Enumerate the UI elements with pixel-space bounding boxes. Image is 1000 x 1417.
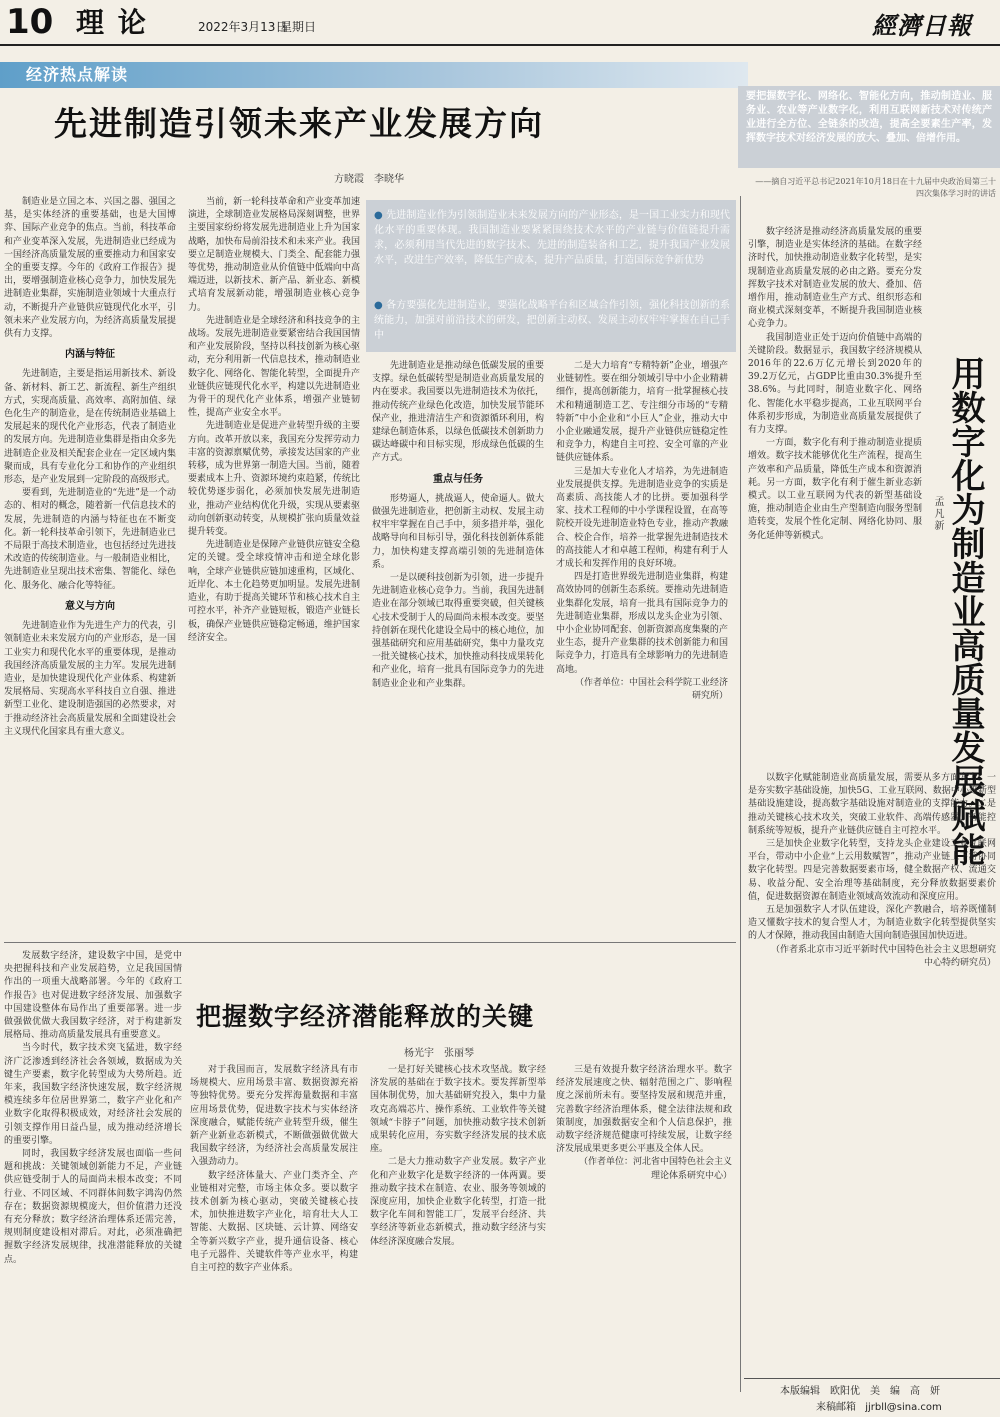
article3-column-bottom <box>748 772 996 1372</box>
paragraph: 同时，我国数字经济发展也面临一些问题和挑战：关键领域创新能力不足，产业链供应链受制于人的局面尚未根本改变；不同行业、不同区域、不同群体间数字鸿沟仍然存在；数据资源规模庞大，但价值潜力还没有充分释放；数字经济治理体系还需完善，规则制度建设相对滞后。对此，必须准确把握数字经济发展规律，找准潜能释放的关键点。 <box>4 1149 182 1265</box>
paragraph: 我国制造业正处于迈向价值链中高端的关键阶段。数据显示，我国数字经济规模从2016年的22.6万亿元增长到2020年的39.2万亿元，占GDP比重由30.3%提升至38.6%。与此同时，制造业数字化、网络化、智能化水平稳步提高，工业互联网平台体系初步形成，为制造业高质量发展提供了有力支撑。 <box>748 332 922 436</box>
issue-date: 2022年3月13日 <box>198 20 288 34</box>
footer-editors: 本版编辑 欧阳优 美 编 高 妍 <box>780 1386 940 1397</box>
article2-column-1 <box>4 950 182 1390</box>
section-heading: 意义与方向 <box>65 600 115 612</box>
paragraph: 一是打好关键核心技术攻坚战。数字经济发展的基础在于数字技术。要发挥新型举国体制优势，加大基础研究投入，集中力量攻克高端芯片、操作系统、工业软件等关键领域“卡脖子”问题，加快推动数字技术创新成果转化应用，夯实数字经济发展的技术底座。 <box>370 1065 546 1155</box>
highlight-1-text: 先进制造业作为引领制造业未来发展方向的产业形态，是一国工业实力和现代化水平的重要体现。我国制造业要紧紧围绕技术水平的产业链与价值链提升需求，必须利用当代先进的数字技术、先进的制造装备和工艺，提升我国产业发展水平，改进生产效率，降低生产成本，提升产品质量，打造国际竞争新优势 <box>374 210 730 266</box>
section-heading: 内涵与特征 <box>65 349 115 361</box>
paragraph: 先进制造业是全球经济和科技竞争的主战场。发展先进制造业要紧密结合我国国情和产业发展阶段，坚持以科技创新为核心驱动，充分利用新一代信息技术，推动制造业数字化、网络化、智能化转型，全面提升产业链供应链现代化水平，构建以先进制造业为骨干的现代化产业体系，增强产业链韧性，提高产业安全水平。 <box>188 315 360 419</box>
paragraph: 当前，新一轮科技革命和产业变革加速演进，全球制造业发展格局深刻调整，世界主要国家纷纷将发展先进制造业上升为国家战略，加快布局前沿技术和未来产业。我国要立足制造业规模大、门类全、配套能力强等优势，推动制造业从价值链中低端向中高端迈进，以新技术、新产品、新业态、新模式培育发展新动能，增强制造业核心竞争力。 <box>188 197 360 313</box>
article1-column-3 <box>372 360 544 934</box>
article1-column-1 <box>4 196 176 934</box>
paragraph: 数字经济是推动经济高质量发展的重要引擎，制造业是实体经济的基础。在数字经济时代，加快推动制造业数字化转型，是实现制造业高质量发展的必由之路。要充分发挥数字技术对制造业发展的放大、叠加、倍增作用，推动制造业生产方式、组织形态和商业模式深刻变革，不断提升我国制造业核心竞争力。 <box>748 227 922 330</box>
quote-source: ——摘自习近平总书记2021年10月18日在十九届中央政治局第三十四次集体学习时的讲话 <box>755 177 996 198</box>
paragraph: 对于我国而言，发展数字经济具有市场规模大、应用场景丰富、数据资源充裕等独特优势。要充分发挥海量数据和丰富应用场景优势，促进数字技术与实体经济深度融合，赋能传统产业转型升级，催生新产业新业态新模式，不断做强做优做大我国数字经济，为经济社会高质量发展注入强劲动力。 <box>190 1065 358 1168</box>
article3-title-text: 用数字化为制造业高质量发展赋能 <box>945 356 985 866</box>
paragraph: 数字经济体量大、产业门类齐全、产业链相对完整，市场主体众多。要以数字技术创新为核心驱动，突破关键核心技术，加快推进数字产业化，培育壮大人工智能、大数据、区块链、云计算、网络安全等新兴数字产业，提升通信设备、核心电子元器件、关键软件等产业水平，构建自主可控的数字产业体系。 <box>190 1170 358 1274</box>
highlight-1 <box>374 208 730 268</box>
article3-column-top <box>748 226 922 766</box>
author-bio: （作者系北京市习近平新时代中国特色社会主义思想研究中心特约研究员） <box>770 944 996 968</box>
paragraph: 发展数字经济，建设数字中国，是党中央把握科技和产业发展趋势，立足我国国情作出的一项重大战略部署。今年的《政府工作报告》也对促进数字经济发展、加强数字中国建设整体布局作出了重要部署。进一步做强做优做大我国数字经济，对于构建新发展格局、推动高质量发展具有重要意义。 <box>4 951 182 1041</box>
paragraph: 一是以硬科技创新为引领，进一步提升先进制造业核心竞争力。当前，我国先进制造业在部分领域已取得重要突破，但关键核心技术受制于人的局面尚未根本改变。要坚持创新在现代化建设全局中的核心地位，加强基础研究和应用基础研究，集中力量攻克一批关键核心技术，加快推动科技成果转化和产业化，培育一批具有国际竞争力的先进制造业企业和产业集群。 <box>372 573 544 689</box>
paragraph: 形势逼人，挑战逼人，使命逼人。做大做强先进制造业，把创新主动权、发展主动权牢牢掌握在自己手中，须多措并举，强化战略导向和目标引导，强化科技创新体系能力，加快构建支撑高端引领的先进制造体系。 <box>372 493 544 570</box>
paragraph: 以数字化赋能制造业高质量发展，需要从多方面发力。一是夯实数字基础设施，加快5G、工业互联网、数据中心等新型基础设施建设，提高数字基础设施对制造业的支撑能力。二是推动关键核心技术攻关，突破工业软件、高端传感器、智能控制系统等短板，提升产业链供应链自主可控水平。 <box>748 773 996 836</box>
bullet-icon: ● <box>374 300 383 311</box>
paragraph: 要看到，先进制造业的“先进”是一个动态的、相对的概念，随着新一代信息技术的发展，先进制造的内涵与特征也在不断变化。新一轮科技革命引领下，先进制造业已不局限于高技术制造业，也包括经过先进技术改造的传统制造业。与一般制造业相比，先进制造业呈现出技术密集、智能化、绿色化、服务化、融合化等特征。 <box>4 488 176 591</box>
quote-text: 要把握数字化、网络化、智能化方向，推动制造业、服务业、农业等产业数字化，利用互联网新技术对传统产业进行全方位、全链条的改造，提高全要素生产率，发挥数字技术对经济发展的放大、叠加、倍增作用。 <box>746 91 992 144</box>
paragraph: 三是加快企业数字化转型，支持龙头企业建设工业互联网平台，带动中小企业“上云用数赋智”，推动产业链上下游协同数字化转型。四是完善数据要素市场，健全数据产权、流通交易、收益分配、安全治理等基础制度，充分释放数据要素价值，促进数据资源在制造业领域高效流动和深度应用。 <box>748 839 996 902</box>
newspaper-logo: 經濟日報 <box>872 11 972 40</box>
paragraph: 四是打造世界级先进制造业集群，构建高效协同的创新生态系统。要推动先进制造业集群化发展，培育一批具有国际竞争力的先进制造业集群，形成以龙头企业为引领、中小企业协同配套、创新资源高度集聚的产业生态，提升产业集群的技术创新能力和国际竞争力，打造具有全球影响力的先进制造高地。 <box>556 572 728 675</box>
author-bio: （作者单位：中国社会科学院工业经济研究所） <box>574 677 728 702</box>
email-address[interactable]: jjrbll@sina.com <box>865 1402 942 1413</box>
article2-column-4 <box>556 1064 732 1390</box>
paragraph: 三是加大专业化人才培养，为先进制造业发展提供支撑。先进制造业竞争的实质是高素质、高技能人才的比拼。要加强科学家、技术工程师的中小学课程设置，在高等院校开设先进制造业特色专业，推动产教融合、校企合作，培养一批掌握先进制造技术的高技能人才和卓越工程师，构建有利于人才成长和发挥作用的良好环境。 <box>556 466 728 570</box>
footer-rule <box>744 1378 1000 1379</box>
article2-column-2 <box>190 1064 358 1390</box>
email-label: 来稿邮箱 <box>816 1402 856 1413</box>
article1-column-4 <box>556 360 728 934</box>
paragraph: 五是加强数字人才队伍建设，深化产教融合，培养既懂制造又懂数字技术的复合型人才，为制造业数字化转型提供坚实的人才保障，推动我国由制造大国向制造强国加快迈进。 <box>748 905 996 942</box>
section-title: 理 论 <box>76 6 148 39</box>
paragraph: 制造业是立国之本、兴国之器、强国之基，是实体经济的重要基础，也是大国博弈、国际产业竞争的焦点。当前，科技革命和产业变革深入发展，先进制造业已经成为一国经济高质量发展的重要推动力和国家安全的重要支撑。今年的《政府工作报告》提出，要增强制造业核心竞争力，加快发展先进制造业集群，实施制造业领域十大重点行动，不断提升产业链供应链现代化水平，引领未来产业发展方向，为经济高质量发展提供有力支撑。 <box>4 197 176 340</box>
paragraph: 先进制造业作为先进生产力的代表，引领制造业未来发展方向的产业形态，是一国工业实力和现代化水平的重要体现，是推动我国经济高质量发展的主力军。发展先进制造业，是加快建设现代化产业体系、构建新发展格局、实现高水平科技自立自强、推进新型工业化、建设制造强国的必然要求，对于推动经济社会高质量发展和全面建设社会主义现代化国家具有重大意义。 <box>4 621 176 737</box>
article1-title: 先进制造引领未来产业发展方向 <box>54 104 544 143</box>
bullet-icon: ● <box>374 210 383 221</box>
article1-authors: 方晓霞 李晓华 <box>334 174 404 185</box>
article2-authors: 杨光宇 张丽琴 <box>404 1048 474 1059</box>
article2-title: 把握数字经济潜能释放的关键 <box>196 1002 535 1031</box>
paragraph: 先进制造业是保障产业链供应链安全稳定的关键。受全球疫情冲击和逆全球化影响，全球产业链供应链加速重构，区域化、近岸化、本土化趋势更加明显。发展先进制造业，有助于提高关键环节和核心技术自主可控水平，补齐产业链短板，锻造产业链长板，确保产业链供应链稳定畅通，维护国家经济安全。 <box>188 540 360 643</box>
article-divider <box>4 942 736 943</box>
highlight-2-text: 各方要强化先进制造业，要强化战略平台和区域合作引领，强化科技创新的系统能力，加强对前沿技术的研发，把创新主动权、发展主动权牢牢掌握在自己手中 <box>374 300 730 341</box>
article2-column-3 <box>370 1064 546 1390</box>
article3-author: 孟凡新 <box>932 496 943 532</box>
page-number: 10 <box>6 2 54 42</box>
paragraph: 二是大力推动数字产业发展。数字产业化和产业数字化是数字经济的一体两翼。要推动数字技术在制造、农业、服务等领域的深度应用，加快企业数字化转型，打造一批数字化车间和智能工厂，发展平台经济、共享经济等新业态新模式，推动数字经济与实体经济深度融合发展。 <box>370 1157 546 1247</box>
author-bio: （作者单位：河北省中国特色社会主义理论体系研究中心） <box>578 1157 732 1181</box>
paragraph: 先进制造，主要是指运用新技术、新设备、新材料、新工艺、新流程、新生产组织方式，实现高质量、高效率、高附加值、绿色化生产的制造业，是在传统制造业基础上发展起来的现代化产业形态，代表了制造业的发展方向。先进制造业集群是指由众多先进制造企业及相关配套企业在一定区域内集聚而成，具有专业化分工和协作的产业组织形态，是产业发展到一定阶段的高级形式。 <box>4 369 176 486</box>
paragraph: 二是大力培育“专精特新”企业，增强产业链韧性。要在细分领域引导中小企业精耕细作，提高创新能力，培育一批掌握核心技术和精通制造工艺、专注细分市场的“专精特新”中小企业和“小巨人”企业，推动大中小企业融通发展，提升产业链供应链稳定性和竞争力，构建自主可控、安全可靠的产业链供应链体系。 <box>556 361 728 464</box>
paragraph: 三是有效提升数字经济治理水平。数字经济发展速度之快、辐射范围之广、影响程度之深前所未有。要坚持发展和规范并重，完善数字经济治理体系，健全法律法规和政策制度，加强数据安全和个人信息保护，推动数字经济规范健康可持续发展，让数字经济发展成果更多更公平惠及全体人民。 <box>556 1065 732 1155</box>
footer-email <box>816 1398 942 1413</box>
masthead-rule <box>0 44 1000 46</box>
issue-weekday: 星期日 <box>280 20 317 34</box>
paragraph: 一方面，数字化有利于推动制造业提质增效。数字技术能够优化生产流程，提高生产效率和产品质量，降低生产成本和资源消耗。另一方面，数字化有利于催生新业态新模式。以工业互联网为代表的新型基础设施，推动制造企业由生产型制造向服务型制造转变，发展个性化定制、网络化协同、服务化延伸等新模式。 <box>748 438 922 541</box>
section-heading: 重点与任务 <box>433 473 483 485</box>
column-divider <box>740 196 741 1392</box>
paragraph: 先进制造业是促进产业转型升级的主要方向。改革开放以来，我国充分发挥劳动力丰富的资源禀赋优势，承接发达国家的产业转移，成为世界第一制造大国。当前，随着要素成本上升、资源环境约束趋紧，传统比较优势逐步弱化，必须加快发展先进制造业，推动产业结构优化升级，实现从要素驱动向创新驱动转变，从规模扩张向质量效益提升转变。 <box>188 421 360 538</box>
banner-label: 经济热点解读 <box>26 65 129 84</box>
article1-column-2 <box>188 196 360 934</box>
highlight-2 <box>374 298 730 343</box>
paragraph: 当今时代，数字技术突飞猛进，数字经济广泛渗透到经济社会各领域，数据成为关键生产要素，数字化转型成为大势所趋。近年来，我国数字经济快速发展，数字经济规模连续多年位居世界第二，数字产业化和产业数字化取得积极成效，对经济社会发展的引领支撑作用日益凸显，成为推动经济增长的重要引擎。 <box>4 1043 182 1146</box>
masthead <box>0 0 1000 58</box>
paragraph: 先进制造业是推动绿色低碳发展的重要支撑。绿色低碳转型是制造业高质量发展的内在要求。我国要以先进制造技术为依托，推动传统产业绿色化改造，加快发展节能环保产业，推进清洁生产和资源循环利用，构建绿色制造体系，以绿色低碳技术创新助力碳达峰碳中和目标实现，形成绿色低碳的生产方式。 <box>372 361 544 464</box>
